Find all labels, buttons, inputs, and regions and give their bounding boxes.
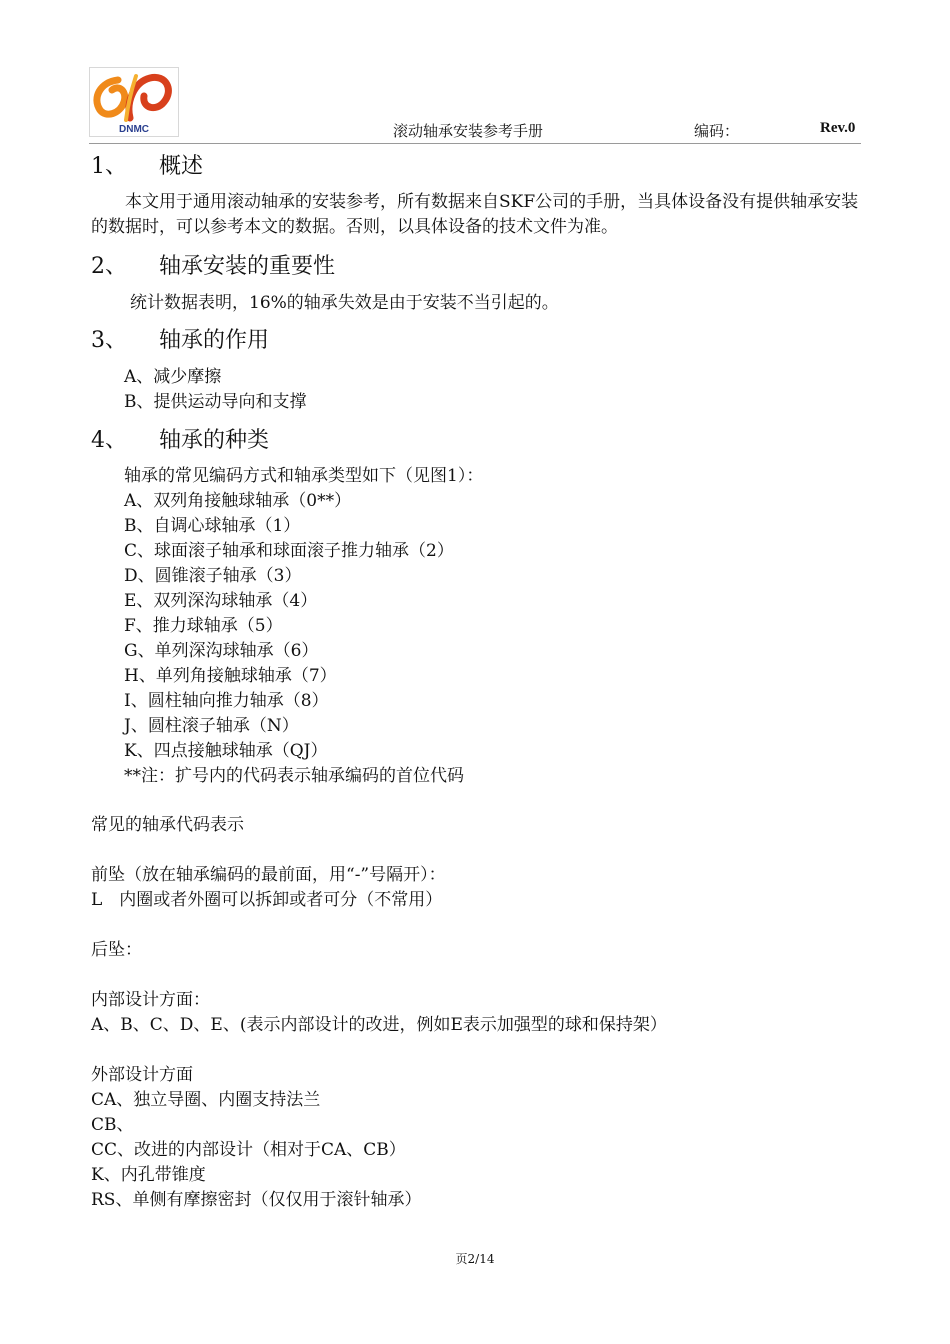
section-title: 轴承的种类 bbox=[159, 428, 270, 453]
list-item: D、圆锥滚子轴承（3） bbox=[124, 566, 302, 586]
list-item: CA、独立导圈、内圈支持法兰 bbox=[91, 1090, 321, 1110]
function-list bbox=[124, 365, 307, 415]
list-item: I、圆柱轴向推力轴承（8） bbox=[124, 691, 329, 711]
prefix-item: L 内圈或者外圈可以拆卸或者可分（不常用） bbox=[91, 890, 443, 910]
list-intro: 轴承的常见编码方式和轴承类型如下（见图1）： bbox=[124, 466, 484, 486]
revision-label: Rev.0 bbox=[820, 120, 856, 136]
section-title: 轴承的作用 bbox=[159, 328, 270, 353]
statistics-paragraph: 统计数据表明，16%的轴承失效是由于安装不当引起的。 bbox=[130, 293, 559, 313]
prefix-title: 前坠（放在轴承编码的最前面，用“-”号隔开）： bbox=[91, 865, 446, 885]
list-item: RS、单侧有摩擦密封（仅仅用于滚针轴承） bbox=[91, 1190, 422, 1210]
list-item: G、单列深沟球轴承（6） bbox=[124, 641, 319, 661]
suffix-title: 后坠： bbox=[91, 940, 142, 960]
section-number: 1、 bbox=[91, 154, 127, 179]
list-item: J、圆柱滚子轴承（N） bbox=[124, 716, 299, 736]
section-title: 概述 bbox=[159, 154, 204, 179]
document-code-label: 编码： bbox=[694, 122, 740, 140]
section-number: 3、 bbox=[91, 328, 127, 353]
company-logo bbox=[89, 67, 179, 137]
list-item: F、推力球轴承（5） bbox=[124, 616, 283, 636]
list-item: K、四点接触球轴承（QJ） bbox=[124, 741, 328, 761]
list-item: C、球面滚子轴承和球面滚子推力轴承（2） bbox=[124, 541, 454, 561]
list-item: B、自调心球轴承（1） bbox=[124, 516, 301, 536]
list-item: H、单列角接触球轴承（7） bbox=[124, 666, 337, 686]
codes-title: 常见的轴承代码表示 bbox=[91, 815, 244, 835]
list-item: CB、 bbox=[91, 1115, 134, 1135]
list-item: A、减少摩擦 bbox=[124, 367, 222, 387]
section-title: 轴承安装的重要性 bbox=[159, 254, 336, 279]
internal-design-title: 内部设计方面： bbox=[91, 990, 210, 1010]
overview-paragraph: 本文用于通用滚动轴承的安装参考，所有数据来自SKF公司的手册，当具体设备没有提供轴承安装的数据时，可以参考本文的数据。否则，以具体设备的技术文件为准。 bbox=[91, 192, 859, 237]
internal-design-item: A、B、C、D、E、(表示内部设计的改进，例如E表示加强型的球和保持架） bbox=[91, 1015, 667, 1035]
list-item: B、提供运动导向和支撑 bbox=[124, 392, 307, 412]
list-item: E、双列深沟球轴承（4） bbox=[124, 591, 318, 611]
section-number: 2、 bbox=[91, 254, 127, 279]
header-rule bbox=[89, 143, 861, 144]
logo-mark-icon bbox=[90, 68, 178, 136]
external-design-list bbox=[91, 1088, 421, 1213]
list-item: K、内孔带锥度 bbox=[91, 1165, 206, 1185]
bearing-type-list bbox=[124, 464, 483, 789]
external-design-title: 外部设计方面 bbox=[91, 1065, 193, 1085]
list-item: A、双列角接触球轴承（0**） bbox=[124, 491, 352, 511]
list-note: **注：扩号内的代码表示轴承编码的首位代码 bbox=[124, 766, 464, 786]
logo-text: DNMC bbox=[119, 124, 149, 135]
list-item: CC、改进的内部设计（相对于CA、CB） bbox=[91, 1140, 406, 1160]
section-number: 4、 bbox=[91, 428, 127, 453]
document-title: 滚动轴承安装参考手册 bbox=[393, 122, 544, 140]
page-number: 页2/14 bbox=[455, 1252, 495, 1266]
